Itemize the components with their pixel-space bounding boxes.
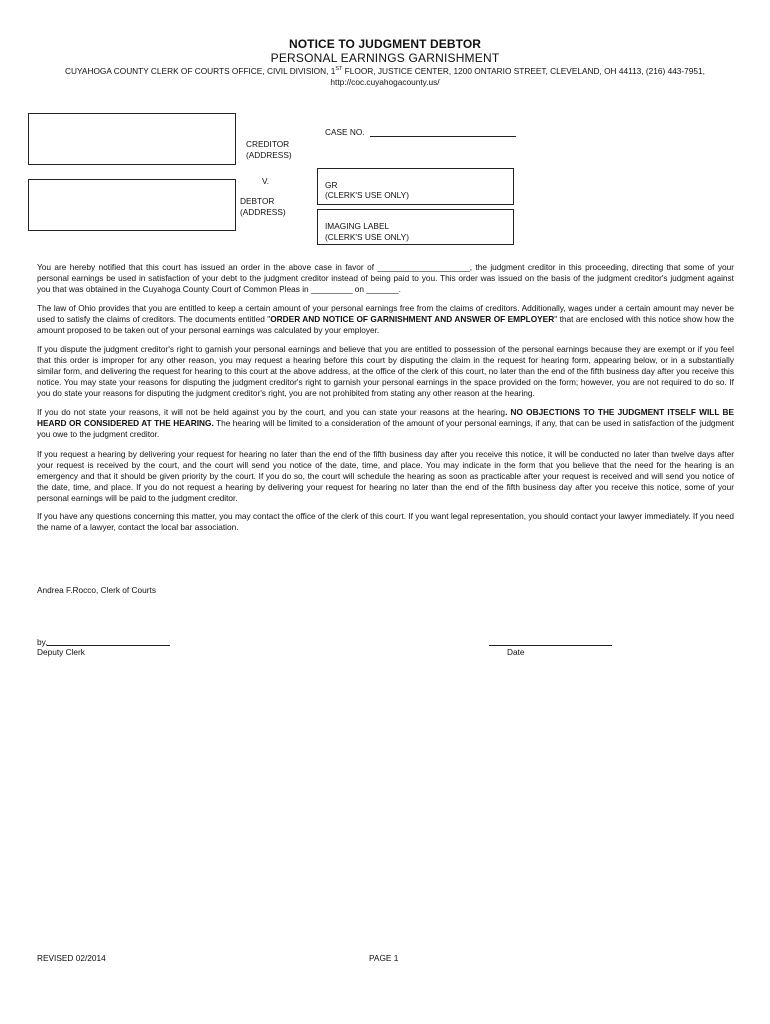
notice-paragraph-6: If you have any questions concerning this matter, you may contact the office of the clerk of this court. If you want legal representation, you should contact your lawyer immediately. If you need the name of a lawyer, contact the local bar association. xyxy=(37,511,734,532)
creditor-address-label: (ADDRESS) xyxy=(246,150,292,160)
deputy-signature-line[interactable] xyxy=(47,645,170,646)
date-label: Date xyxy=(507,647,525,657)
notice-paragraph-4 xyxy=(37,407,734,440)
notice-paragraph-1: You are hereby notified that this court has issued an order in the above case in favor of ____________________, the judgment creditor in this proceeding, directing that some of your personal earnings be used in satisfaction of your debt to the judgment creditor instead of being paid to you. This order was issued on the basis of the judgment creditor's judgment against you that was obtained in the Cuyahoga County Court of Common Pleas in _________ on _______. xyxy=(37,262,734,294)
versus-label: V. xyxy=(262,176,270,186)
debtor-name-box[interactable] xyxy=(28,179,236,231)
deputy-clerk-label: Deputy Clerk xyxy=(37,647,85,657)
creditor-name-box[interactable] xyxy=(28,113,236,165)
office-address-part-2: FLOOR, JUSTICE CENTER, 1200 ONTARIO STREET, CLEVELAND, OH 44113, (216) 443-7951, xyxy=(342,66,705,76)
imaging-label-title: IMAGING LABEL xyxy=(325,221,390,231)
revision-date: REVISED 02/2014 xyxy=(37,953,106,963)
notice-paragraph-2 xyxy=(37,303,734,336)
notice-paragraph-5: If you request a hearing by delivering your request for hearing no later than the end of the fifth business day after you receive this notice, it will be conducted no later than twelve days after your request is received by the court, and the court will send you notice of the date, time, and place. You may indicate in the form that you believe that the need for the hearing is an emergency and that it should be given priority by the court. If you do so, the court will schedule the hearing as soon as practicable after your request is received and will send you notice of the date, time, and place. If you do not request a hearing by delivering your request for hearing no later than the end of the fifth business day after you receive this notice, some of your personal earnings will be paid to the judgment creditor. xyxy=(37,449,734,503)
debtor-address-label: (ADDRESS) xyxy=(240,207,286,217)
paragraph-4-text-c: The hearing will be limited to a consideration of the amount of your personal earnings, if any, that can be used in satisfaction of the judgment you owe to the judgment creditor. xyxy=(37,417,734,439)
paragraph-4-text-a: If you do not state your reasons, it will not be held against you by the court, and you can state your reasons at the hearing xyxy=(37,407,506,417)
page-number: PAGE 1 xyxy=(369,953,399,963)
clerk-of-courts-name: Andrea F.Rocco, Clerk of Courts xyxy=(37,585,156,595)
date-signature-line[interactable] xyxy=(489,645,612,646)
by-label: by, xyxy=(37,637,48,647)
creditor-label: CREDITOR xyxy=(246,139,290,149)
paragraph-4-bold-warning: . NO OBJECTIONS TO THE JUDGMENT ITSELF WILL BE HEARD OR CONSIDERED AT THE HEARING. xyxy=(37,407,734,428)
paragraph-2-document-title: ORDER AND NOTICE OF GARNISHMENT AND ANSWER OF EMPLOYER xyxy=(270,313,555,324)
paragraph-2-text-a: The law of Ohio provides that you are entitled to keep a certain amount of your personal earnings free from the claims of creditors. Additionally, wages under a certain amount may never be used to satisfy the claims of creditors. The documents entitled " xyxy=(37,303,734,324)
debtor-label: DEBTOR xyxy=(240,196,275,206)
paragraph-2-text-c: " that are enclosed with this notice show how the amount proposed to be taken out of your personal earnings was calculated by your employer. xyxy=(37,313,734,335)
gr-label: GR xyxy=(325,180,338,190)
office-address-part-1: CUYAHOGA COUNTY CLERK OF COURTS OFFICE, CIVIL DIVISION, 1 xyxy=(65,66,336,76)
imaging-clerk-use-label: (CLERK'S USE ONLY) xyxy=(325,232,409,242)
case-number-label: CASE NO. xyxy=(325,127,365,137)
office-address-superscript: ST xyxy=(335,66,343,73)
court-website-url: http://coc.cuyahogacounty.us/ xyxy=(330,77,440,87)
document-subtitle: PERSONAL EARNINGS GARNISHMENT xyxy=(270,51,500,65)
case-number-field[interactable] xyxy=(370,136,516,137)
gr-clerk-use-label: (CLERK'S USE ONLY) xyxy=(325,190,409,200)
notice-paragraph-3: If you dispute the judgment creditor's right to garnish your personal earnings and believe that you are entitled to possession of the personal earnings because they are exempt or if you feel that this order is improper for any other reason, you may request a hearing before this court by disputing the claim in the request for hearing form, appearing below, or in a substantially similar form, and delivering the request for hearing to this court at the above address, at the office of the clerk of this court, no later than the end of the fifth business day after you receive this notice. You may state your reasons for disputing the judgment creditor's right to garnish your personal earnings in the space provided on the form; however, you are not required to do so. If you do state your reasons for disputing the judgment creditor's right, you are not prohibited from stating any other reason at the hearing. xyxy=(37,344,734,398)
office-address xyxy=(0,66,770,77)
document-title: NOTICE TO JUDGMENT DEBTOR xyxy=(288,37,482,51)
